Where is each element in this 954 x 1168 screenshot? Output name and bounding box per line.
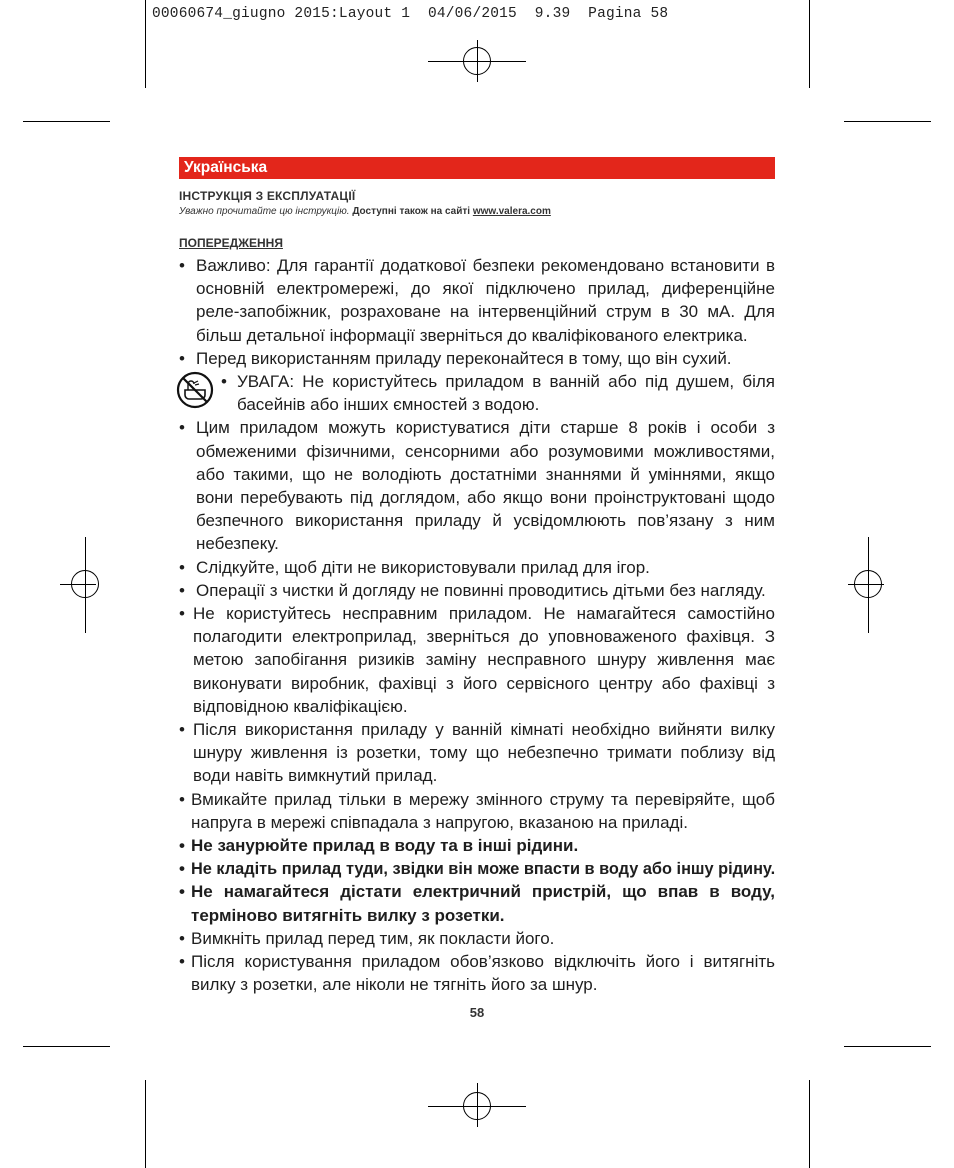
crop-mark	[23, 121, 110, 122]
section-title: ПОПЕРЕДЖЕННЯ	[179, 236, 283, 250]
list-item	[179, 950, 775, 996]
bullet: •	[179, 557, 185, 577]
website-link[interactable]: www.valera.com	[472, 206, 551, 217]
bullet: •	[179, 418, 185, 438]
item-text: Слідкуйте, щоб діти не використовували прилад для ігор.	[196, 557, 650, 577]
bullet: •	[179, 789, 185, 809]
available-online-note: Доступні також на сайті	[352, 206, 471, 217]
bullet: •	[179, 928, 185, 948]
bullet: •	[179, 882, 185, 902]
list-item	[179, 718, 775, 788]
list-item	[179, 788, 775, 834]
no-bath-warning-icon	[176, 371, 214, 409]
list-item	[179, 347, 775, 370]
list-item	[179, 927, 775, 950]
bullet: •	[179, 604, 185, 624]
printer-slug: 00060674_giugno 2015:Layout 1 04/06/2015 9.39 Pagina 58	[152, 6, 669, 22]
list-item	[179, 556, 775, 579]
manual-subtitle	[179, 206, 551, 217]
crop-mark	[23, 1046, 110, 1047]
item-text: Після користування приладом обов’язково відключіть його і витягніть вилку з розетки, але ніколи не тягніть його за шнур.	[191, 952, 775, 995]
item-text: Операції з чистки й догляду не повинні проводитись дітьми без нагляду.	[196, 580, 766, 600]
crop-mark	[809, 1080, 810, 1168]
list-item	[179, 880, 775, 926]
list-item	[179, 834, 775, 857]
item-text: Після використання приладу у ванній кімнаті необхідно вийняти вилку шнуру живлення із розетки, тому що небезпечно тримати поблизу від води навіть вимкнутий прилад.	[193, 720, 775, 786]
read-instructions-note: Уважно прочитайте цю інструкцію.	[179, 206, 350, 217]
bullet: •	[179, 256, 185, 275]
language-banner	[179, 157, 775, 179]
manual-title: ІНСТРУКЦІЯ З ЕКСПЛУАТАЦІЇ	[179, 189, 356, 203]
item-text: Не користуйтесь несправним приладом. Не намагайтеся самостійно полагодити електроприлад, зверніться до уповноваженого фахівця. З метою запобігання ризиків заміну несправного шнуру живлення має виконувати виробник, фахівці з його сервісного центру або фахівці з відповідною кваліфікацією.	[193, 604, 775, 716]
crop-mark	[809, 0, 810, 88]
item-text: УВАГА: Не користуйтесь приладом в ванній або під душем, біля басейнів або інших ємностей з водою.	[237, 372, 775, 415]
bullet: •	[221, 372, 227, 392]
item-text: Вмикайте прилад тільки в мережу змінного струму та перевіряйте, щоб напруга в мережі співпадала з напругою, вказаною на приладі.	[191, 789, 775, 832]
item-text: Не кладіть прилад туди, звідки він може впасти в воду або іншу рідину.	[191, 859, 776, 879]
bullet: •	[179, 580, 185, 600]
list-item	[179, 254, 775, 347]
crop-mark	[145, 1080, 146, 1168]
list-item	[179, 370, 775, 416]
crop-mark	[844, 121, 931, 122]
bullet: •	[179, 720, 185, 740]
bullet: •	[179, 952, 185, 972]
item-text: Вимкніть прилад перед тим, як покласти його.	[191, 928, 555, 948]
item-text: Не занурюйте прилад в воду та в інші рідини.	[191, 836, 579, 856]
item-text: Перед використанням приладу переконайтеся в тому, що він сухий.	[196, 348, 732, 368]
warnings-list	[179, 254, 775, 997]
crop-mark	[844, 1046, 931, 1047]
list-item	[179, 602, 775, 718]
bullet: •	[179, 859, 185, 879]
list-item	[179, 857, 775, 880]
language-label: Українська	[184, 159, 268, 176]
item-text: Цим приладом можуть користуватися діти старше 8 років і особи з обмеженими фізичними, сенсорними або розумовими можливостями, або такими, що не володіють достатніми знаннями й уміннями, якщо вони перебувають під доглядом, або якщо вони проінструктовані щодо безпечного використання приладу й усвідомлюють пов’язану з ним небезпеку.	[196, 418, 775, 554]
crop-mark	[145, 0, 146, 88]
item-text: Не намагайтеся дістати електричний пристрій, що впав в воду, терміново витягніть вилку з розетки.	[191, 882, 775, 925]
page-number: 58	[469, 1005, 485, 1020]
list-item	[179, 416, 775, 555]
list-item	[179, 579, 775, 602]
bullet: •	[179, 348, 185, 368]
bullet: •	[179, 836, 185, 856]
item-text: Важливо: Для гарантії додаткової безпеки рекомендовано встановити в основній електромережі, до якої підключено прилад, диференційне реле-запобіжник, розраховане на інтервенційний струм в 30 мА. Для більш детальної інформації зверніться до кваліфікованого електрика.	[196, 256, 775, 345]
